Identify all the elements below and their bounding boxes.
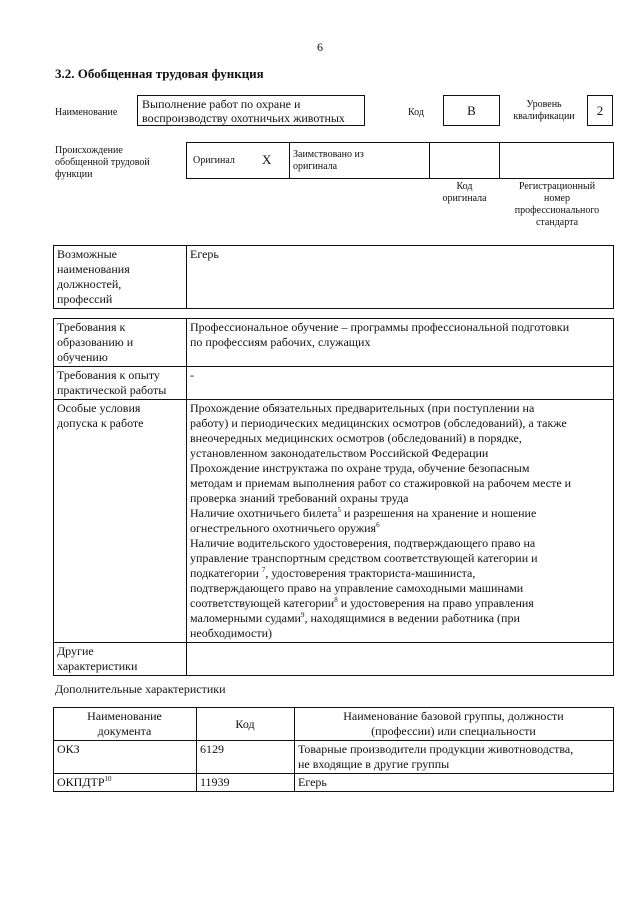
special-line-15 [190,611,609,626]
footnote-8: 8 [334,596,338,604]
level-value-box: 2 [587,95,613,126]
positions-label-line2: наименования [57,262,130,276]
special-line-2: работу) и периодических медицинских осмотров (обследований), а также [190,416,567,430]
origin-label-line3: функции [55,169,93,180]
special-line-12b: , удостоверения тракториста-машиниста, [265,566,476,580]
original-label: Оригинал [193,155,235,166]
code-value-box: B [443,95,500,126]
education-label-cell [54,319,187,367]
special-line-14b: и удостоверения на право управления [337,596,534,610]
reg-line3: профессионального [514,205,600,216]
row1-name [295,741,614,774]
col1-line2: документа [97,724,152,738]
table-row [54,741,614,774]
original-mark: X [262,152,272,167]
edu-label-line3: обучению [57,350,108,364]
edu-label-line1: Требования к [57,320,126,334]
col1-line1: Наименование [87,709,162,723]
special-line-10: Наличие водительского удостоверения, подтверждающего право на [190,536,536,550]
positions-value-cell: Егерь [187,246,614,309]
edu-value-line2: по профессиям рабочих, служащих [190,335,371,349]
row2-doc [54,774,197,792]
special-line-5: Прохождение инструктажа по охране труда, обучение безопасным [190,461,530,475]
requirements-table [53,318,614,676]
function-name-line2: воспроизводству охотничьих животных [142,111,345,125]
special-line-6: методам и приемам выполнения работ со стажировкой на рабочем месте и [190,476,572,490]
code-original-caption [430,181,499,205]
special-line-3: внеочередных медицинских осмотров (обследований) в порядке, [190,431,522,445]
positions-table [53,245,614,309]
row2-code: 11939 [197,774,295,792]
other-label-line1: Другие [57,644,94,658]
col3-line2: (профессии) или специальности [371,724,536,738]
additional-title: Дополнительные характеристики [55,682,226,696]
special-line-9 [190,521,609,536]
section-title: 3.2. Обобщенная трудовая функция [55,66,264,81]
code-original-line2: оригинала [442,193,487,204]
additional-table [53,707,614,792]
row2-doc-text: ОКПДТР [57,775,105,789]
borrowed-label [293,149,364,173]
experience-value-cell: - [187,367,614,400]
page-number: 6 [317,40,323,54]
positions-label-line4: профессий [57,292,113,306]
special-label-line1: Особые условия [57,401,141,415]
col-name-header [295,708,614,741]
special-line-12 [190,566,609,581]
origin-box [186,142,614,179]
borrowed-line1: Заимствовано из [293,149,364,160]
reg-line2: номер [544,193,570,204]
special-line-16: необходимости) [190,626,273,640]
level-label-line2: квалификации [513,111,575,122]
special-line-14a: соответствующей категории [190,596,335,610]
origin-label-line1: Происхождение [55,145,123,156]
special-line-8a: Наличие охотничьего билета [190,506,338,520]
exp-label-line2: практической работы [57,383,167,397]
row2-name: Егерь [295,774,614,792]
level-label [508,99,580,123]
function-name-line1: Выполнение работ по охране и [142,97,301,111]
function-name-box [137,95,365,126]
special-line-7: проверка знаний требований охраны труда [190,491,409,505]
special-line-14 [190,596,609,611]
name-label: Наименование [55,107,118,118]
special-line-8 [190,506,609,521]
code-original-line1: Код [456,181,473,192]
experience-label-cell [54,367,187,400]
footnote-6: 6 [376,521,380,529]
exp-label-line1: Требования к опыту [57,368,160,382]
reg-line1: Регистрационный [518,181,596,192]
other-label-cell [54,643,187,676]
row1-name-line1: Товарные производители продукции животноводства, [298,742,574,756]
table-row [54,774,614,792]
special-line-15b: , находящимися в ведении работника (при [304,611,520,625]
special-line-13: подтверждающего право на управление самоходными машинами [190,581,524,595]
edu-value-line1: Профессиональное обучение – программы профессиональной подготовки [190,320,570,334]
special-line-12a: подкатегории [190,566,262,580]
positions-label-line3: должностей, [57,277,122,291]
special-value-cell [187,400,614,643]
row1-doc: ОКЗ [54,741,197,774]
reg-number-caption [500,181,614,229]
col-document-header [54,708,197,741]
special-line-15a: маломерными судами [190,611,301,625]
row1-code: 6129 [197,741,295,774]
footnote-7: 7 [261,566,266,574]
origin-divider-3 [499,142,500,179]
footnote-9: 9 [300,611,305,619]
origin-divider-1 [289,142,290,179]
row1-name-line2: не входящие в другие группы [298,757,450,771]
reg-line4: стандарта [535,217,579,228]
col-code-header: Код [197,708,295,741]
positions-label-line1: Возможные [57,247,117,261]
borrowed-line2: оригинала [293,161,338,172]
special-line-11: управление транспортным средством соответствующей категории и [190,551,538,565]
special-label-line2: допуска к работе [57,416,144,430]
special-line-1: Прохождение обязательных предварительных (при поступлении на [190,401,535,415]
col3-line1: Наименование базовой группы, должности [343,709,564,723]
origin-label [55,145,150,181]
code-label: Код [408,107,424,118]
special-line-4: установленном законодательством Российской Федерации [190,446,489,460]
origin-divider-2 [429,142,430,179]
edu-label-line2: образованию и [57,335,134,349]
other-label-line2: характеристики [57,659,138,673]
positions-label-cell [54,246,187,309]
other-value-cell [187,643,614,676]
level-label-line1: Уровень [526,99,562,110]
special-line-8b: и разрешения на хранение и ношение [340,506,537,520]
special-line-9a: огнестрельного охотничьего оружия [190,521,377,535]
education-value-cell [187,319,614,367]
footnote-5: 5 [337,506,341,514]
footnote-10: 10 [104,775,112,783]
origin-label-line2: обобщенной трудовой [55,157,150,168]
special-label-cell [54,400,187,643]
